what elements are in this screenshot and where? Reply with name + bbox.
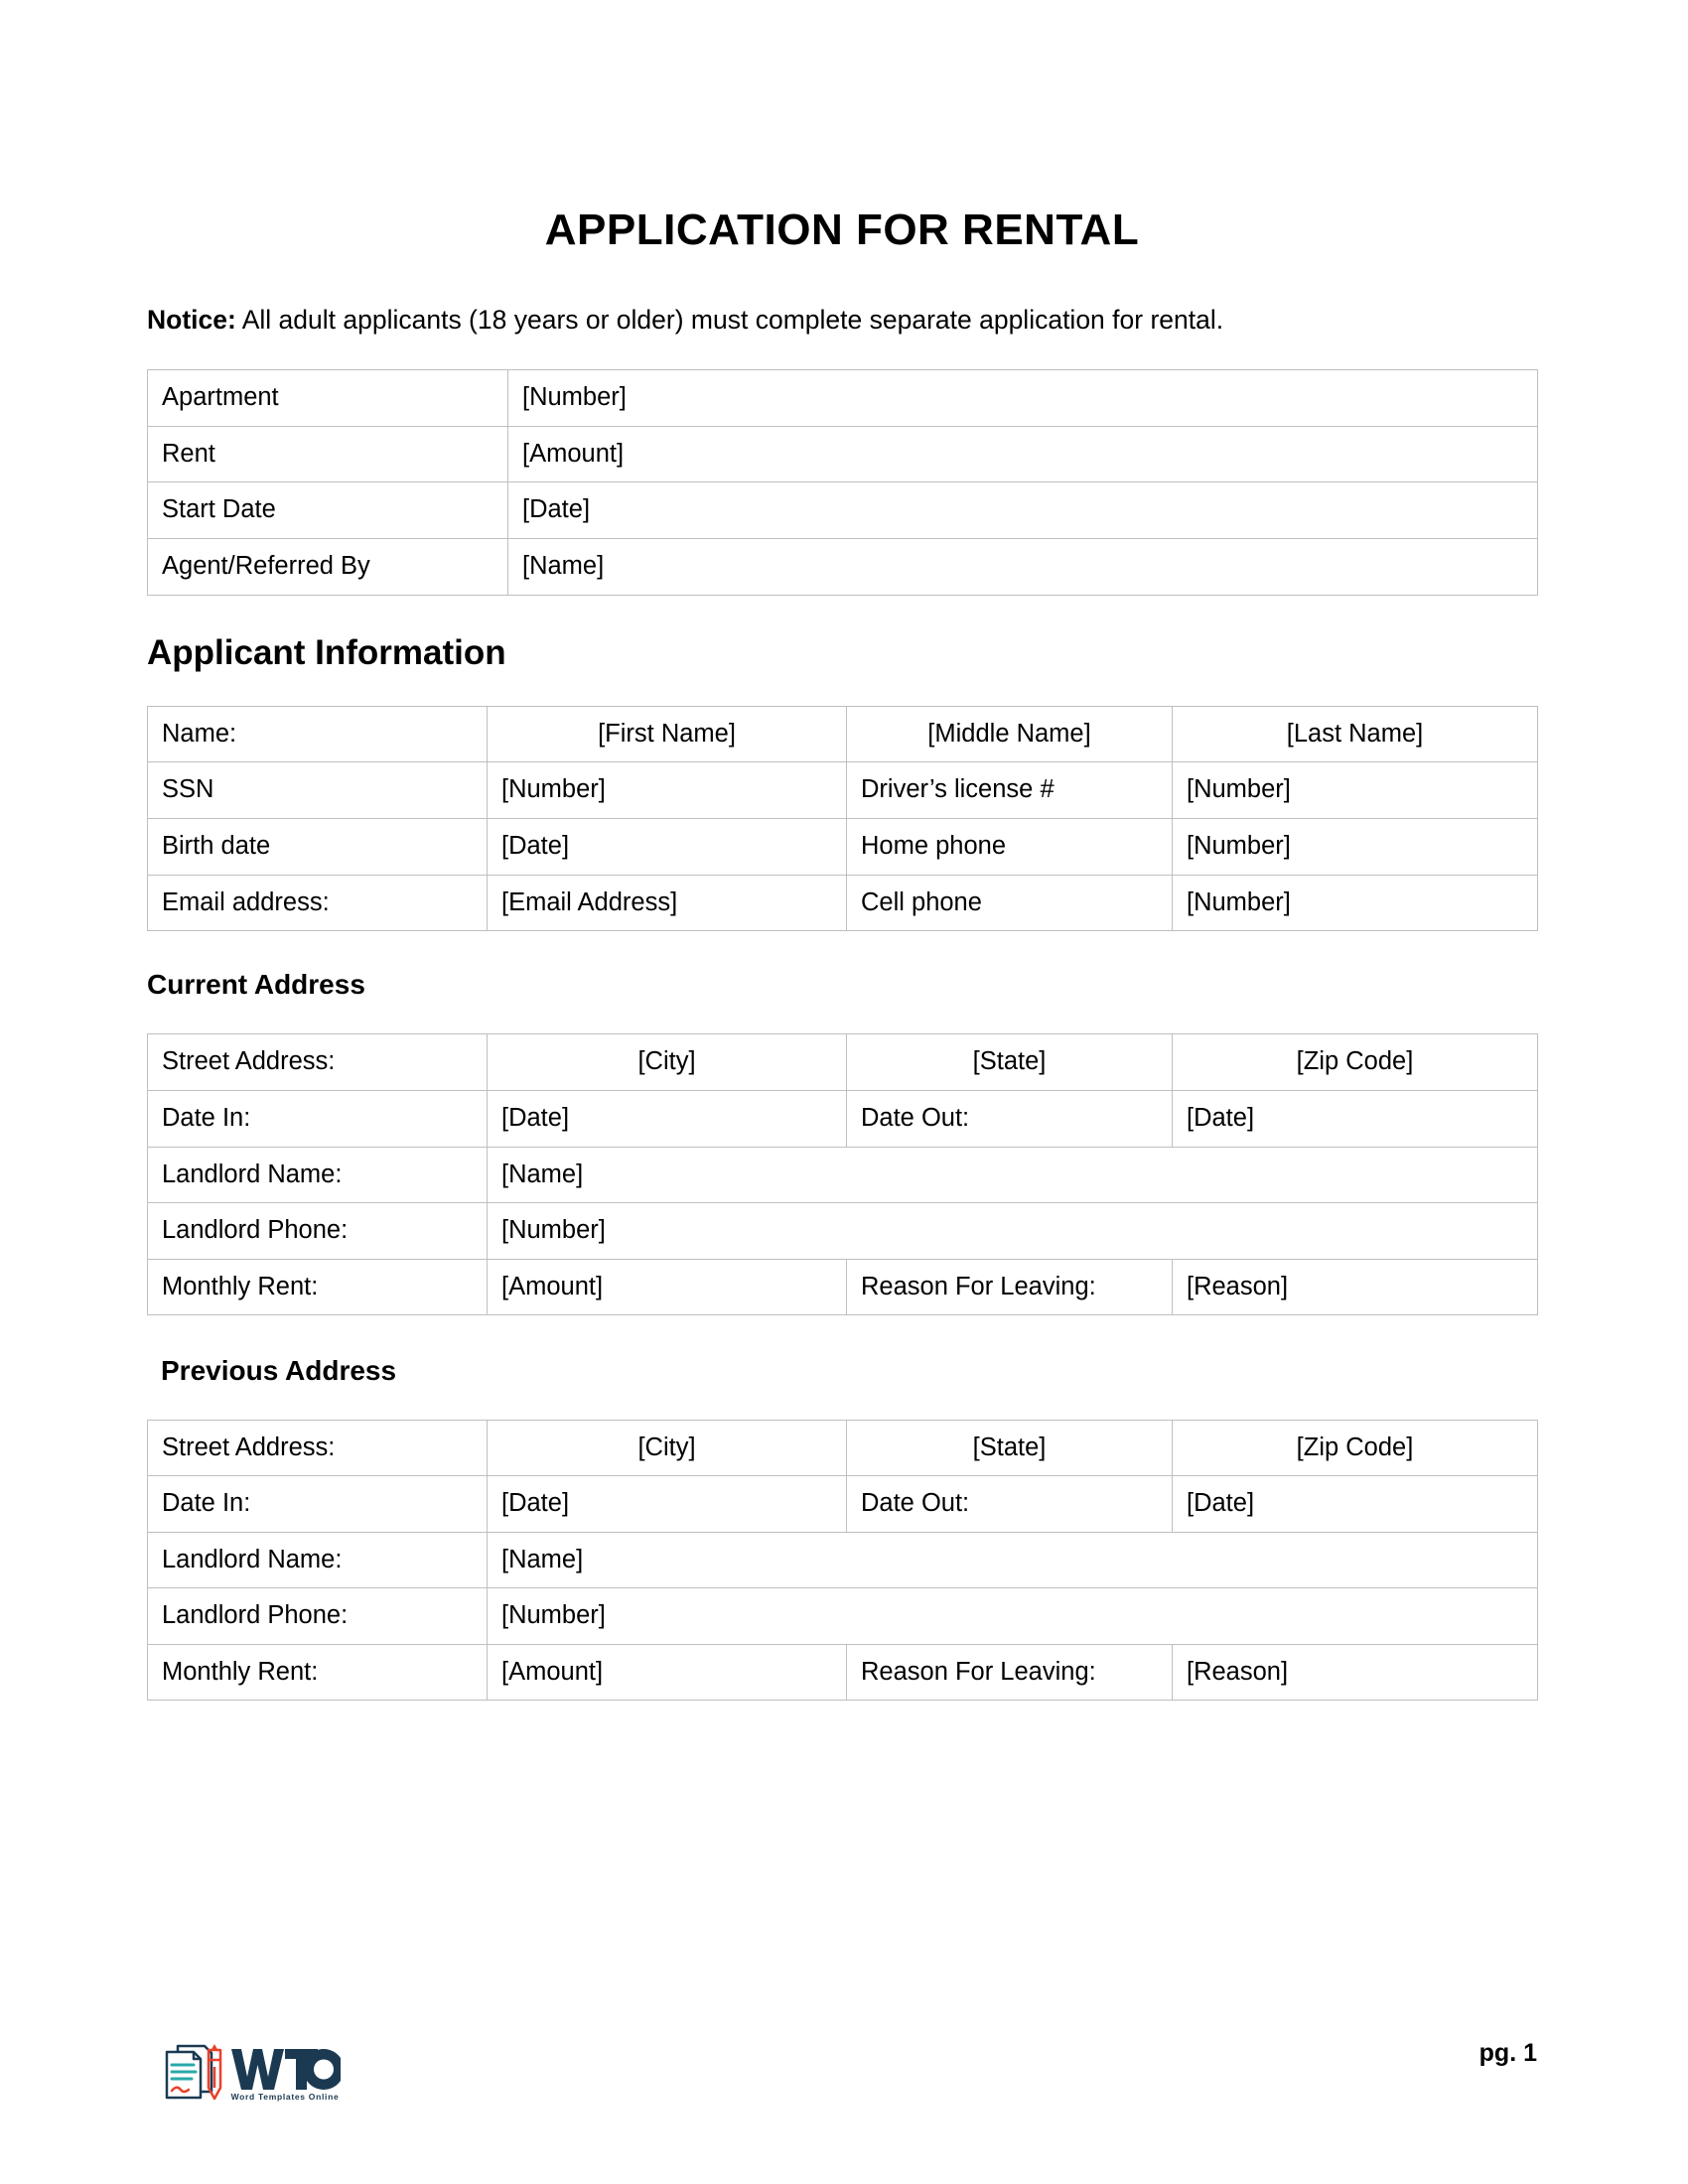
document-body (147, 0, 1537, 1701)
previous-zip-value[interactable]: [Zip Code] (1173, 1420, 1538, 1476)
current-date-in-value[interactable]: [Date] (488, 1090, 847, 1147)
current-address-table (147, 1033, 1538, 1315)
previous-landlord-name-label: Landlord Name: (148, 1532, 488, 1588)
current-landlord-phone-label: Landlord Phone: (148, 1203, 488, 1260)
current-date-out-value[interactable]: [Date] (1173, 1090, 1538, 1147)
first-name-value[interactable]: [First Name] (488, 706, 847, 762)
table-row (148, 538, 1538, 595)
cell-phone-label: Cell phone (847, 875, 1173, 931)
wto-logo-tagline: Word Templates Online (230, 2092, 340, 2102)
table-row (148, 1203, 1538, 1260)
previous-state-value[interactable]: [State] (847, 1420, 1173, 1476)
current-date-in-label: Date In: (148, 1090, 488, 1147)
apartment-label: Apartment (148, 370, 508, 427)
middle-name-value[interactable]: [Middle Name] (847, 706, 1173, 762)
previous-address-table (147, 1420, 1538, 1702)
home-phone-label: Home phone (847, 818, 1173, 875)
table-row (148, 426, 1538, 482)
previous-date-in-label: Date In: (148, 1476, 488, 1533)
ssn-label: SSN (148, 762, 488, 819)
section-heading-previous-address: Previous Address (161, 1355, 397, 1387)
current-monthly-rent-label: Monthly Rent: (148, 1259, 488, 1315)
table-row (148, 875, 1538, 931)
current-city-value[interactable]: [City] (488, 1034, 847, 1091)
previous-landlord-phone-label: Landlord Phone: (148, 1588, 488, 1645)
table-row (148, 762, 1538, 819)
notice-label: Notice: (147, 305, 236, 336)
cell-phone-value[interactable]: [Number] (1173, 875, 1538, 931)
table-row (148, 482, 1538, 539)
previous-street-label: Street Address: (148, 1420, 488, 1476)
previous-date-out-value[interactable]: [Date] (1173, 1476, 1538, 1533)
ssn-value[interactable]: [Number] (488, 762, 847, 819)
home-phone-value[interactable]: [Number] (1173, 818, 1538, 875)
email-value[interactable]: [Email Address] (488, 875, 847, 931)
table-row (148, 1147, 1538, 1203)
previous-reason-leaving-value[interactable]: [Reason] (1173, 1644, 1538, 1701)
previous-date-in-value[interactable]: [Date] (488, 1476, 847, 1533)
agent-label: Agent/Referred By (148, 538, 508, 595)
table-row (148, 1090, 1538, 1147)
previous-reason-leaving-label: Reason For Leaving: (847, 1644, 1173, 1701)
current-zip-value[interactable]: [Zip Code] (1173, 1034, 1538, 1091)
birth-date-label: Birth date (148, 818, 488, 875)
notice-paragraph (147, 254, 1537, 339)
current-landlord-phone-value[interactable]: [Number] (488, 1203, 1538, 1260)
applicant-information-table (147, 706, 1538, 931)
previous-landlord-name-value[interactable]: [Name] (488, 1532, 1538, 1588)
rent-value[interactable]: [Amount] (508, 426, 1538, 482)
apartment-value[interactable]: [Number] (508, 370, 1538, 427)
current-street-label: Street Address: (148, 1034, 488, 1091)
current-state-value[interactable]: [State] (847, 1034, 1173, 1091)
rent-label: Rent (148, 426, 508, 482)
drivers-license-label: Driver’s license # (847, 762, 1173, 819)
section-heading-current-address: Current Address (147, 969, 365, 1001)
table-row (148, 1588, 1538, 1645)
drivers-license-value[interactable]: [Number] (1173, 762, 1538, 819)
section-heading-applicant-information: Applicant Information (147, 632, 506, 672)
current-reason-leaving-value[interactable]: [Reason] (1173, 1259, 1538, 1315)
last-name-value[interactable]: [Last Name] (1173, 706, 1538, 762)
page-number: pg. 1 (1478, 2039, 1537, 2067)
previous-monthly-rent-label: Monthly Rent: (148, 1644, 488, 1701)
previous-monthly-rent-value[interactable]: [Amount] (488, 1644, 847, 1701)
wto-logo-icon (157, 2035, 341, 2107)
current-reason-leaving-label: Reason For Leaving: (847, 1259, 1173, 1315)
wto-logo (157, 2035, 341, 2107)
table-row (148, 1420, 1538, 1476)
previous-city-value[interactable]: [City] (488, 1420, 847, 1476)
table-row (148, 1259, 1538, 1315)
rental-details-table (147, 369, 1538, 595)
agent-value[interactable]: [Name] (508, 538, 1538, 595)
table-row (148, 818, 1538, 875)
current-date-out-label: Date Out: (847, 1090, 1173, 1147)
birth-date-value[interactable]: [Date] (488, 818, 847, 875)
current-landlord-name-label: Landlord Name: (148, 1147, 488, 1203)
table-row (148, 706, 1538, 762)
page-title: APPLICATION FOR RENTAL (544, 205, 1140, 254)
start-date-value[interactable]: [Date] (508, 482, 1538, 539)
notice-text: All adult applicants (18 years or older) must complete separate application for rental. (235, 305, 1224, 336)
table-row (148, 1476, 1538, 1533)
table-row (148, 1034, 1538, 1091)
email-label: Email address: (148, 875, 488, 931)
start-date-label: Start Date (148, 482, 508, 539)
table-row (148, 1644, 1538, 1701)
table-row (148, 1532, 1538, 1588)
previous-date-out-label: Date Out: (847, 1476, 1173, 1533)
current-monthly-rent-value[interactable]: [Amount] (488, 1259, 847, 1315)
page-footer (147, 2025, 1537, 2134)
current-landlord-name-value[interactable]: [Name] (488, 1147, 1538, 1203)
previous-landlord-phone-value[interactable]: [Number] (488, 1588, 1538, 1645)
table-row (148, 370, 1538, 427)
name-label: Name: (148, 706, 488, 762)
